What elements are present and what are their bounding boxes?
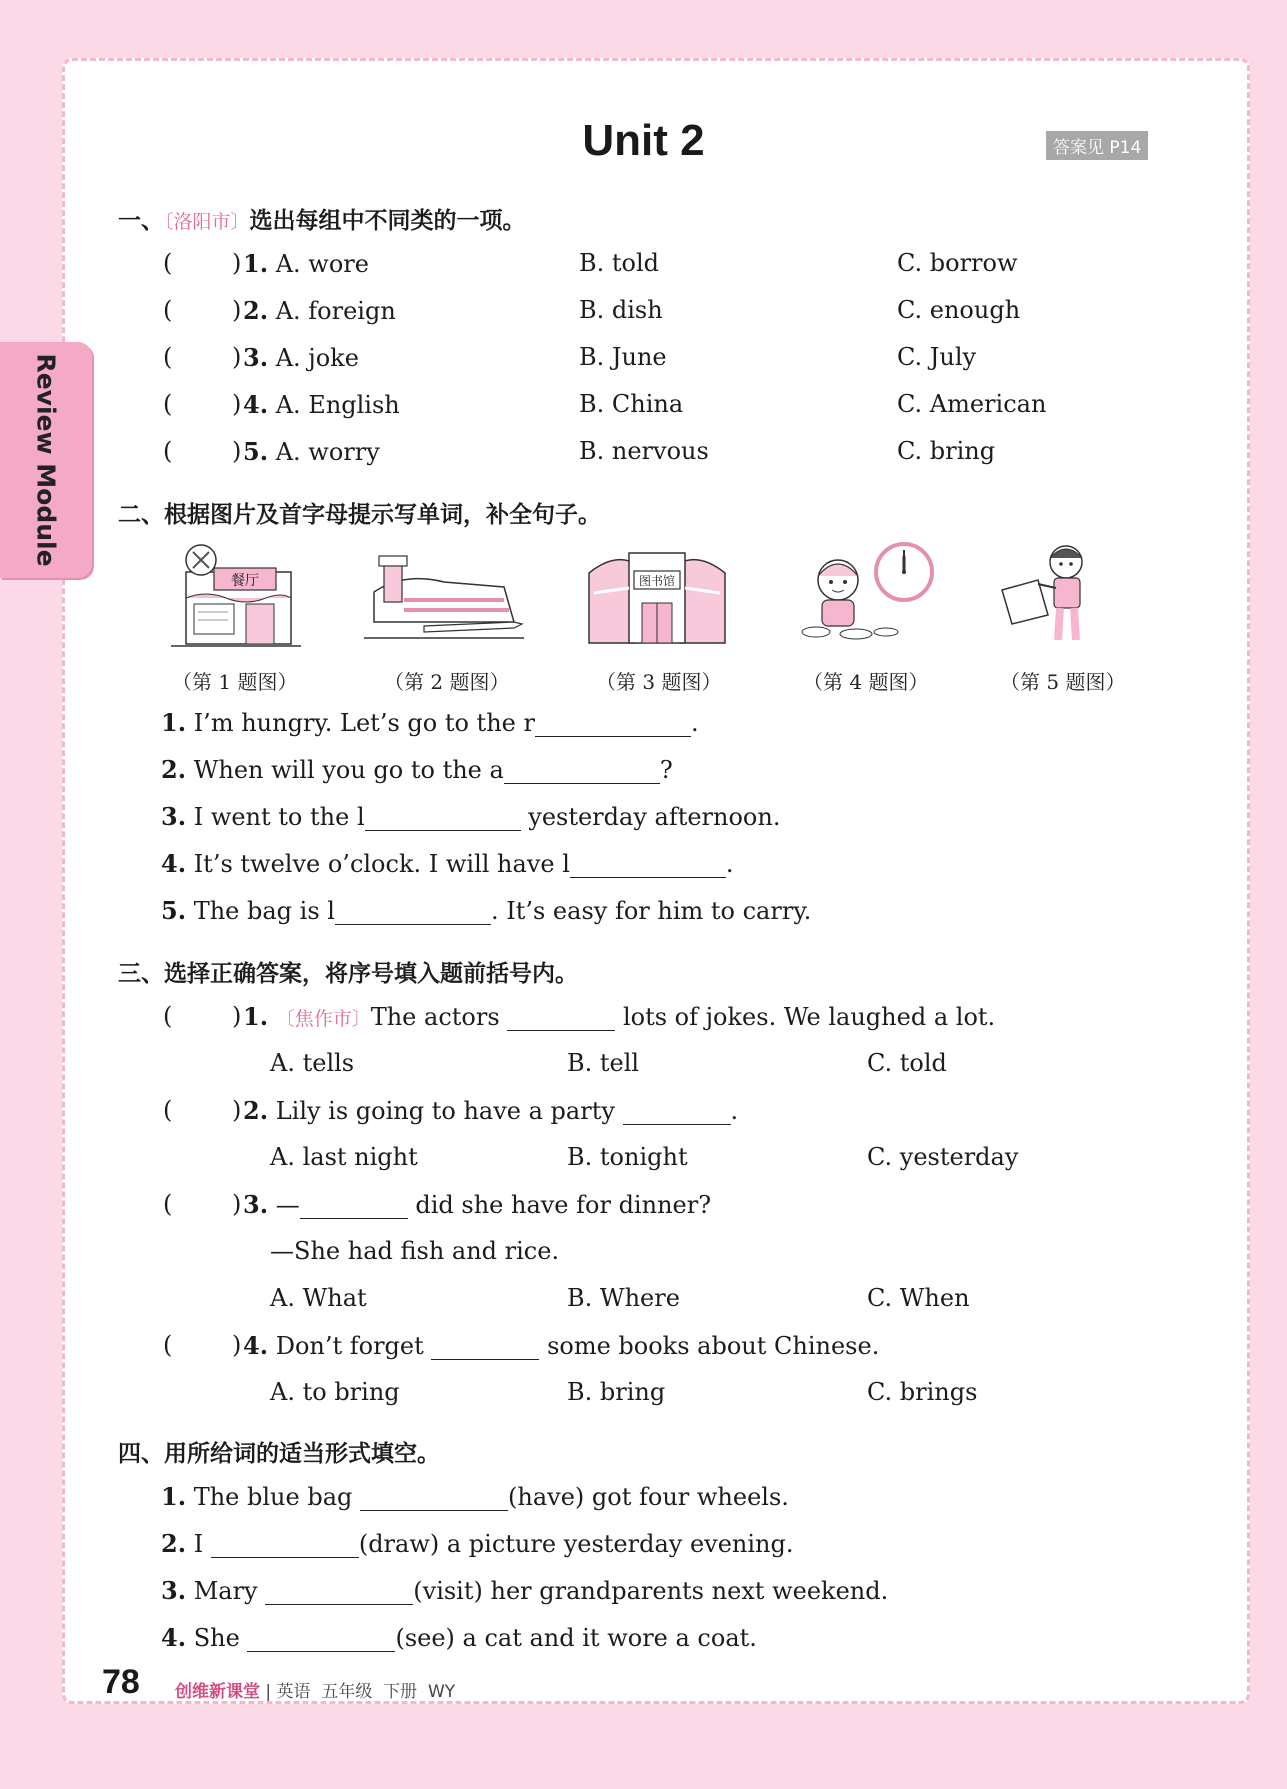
option-b: B. tonight [567, 1143, 688, 1171]
answer-blank[interactable] [300, 1196, 408, 1219]
answer-bracket-close: ) [232, 437, 242, 465]
question-text: I went to the l [193, 803, 365, 831]
fill-question [161, 708, 699, 737]
question-text-end: some books about Chinese. [547, 1332, 880, 1360]
answer-blank[interactable] [507, 1008, 615, 1031]
option-a: A. tells [270, 1049, 355, 1077]
library-icon [584, 543, 730, 649]
question-text-end: . [730, 1097, 739, 1125]
question-item [243, 343, 359, 372]
answer-bracket[interactable]: ( [163, 1331, 173, 1359]
answer-bracket-close: ) [232, 1190, 242, 1218]
restaurant-sign-text: 餐厅 [231, 573, 259, 589]
answer-blank[interactable] [535, 714, 691, 737]
option-b: B. bring [567, 1378, 666, 1406]
question-text-end: (see) a cat and it wore a coat. [395, 1624, 757, 1652]
choice-question [243, 1096, 738, 1125]
fill-question [161, 802, 780, 831]
answer-blank[interactable] [335, 902, 491, 925]
question-text: I’m hungry. Let’s go to the r [193, 709, 535, 737]
option-b: B. tell [567, 1049, 640, 1077]
picture-5-caption: （第 5 题图） [1000, 670, 1126, 694]
fill-question [161, 755, 673, 784]
answer-reference-badge: 答案见 P14 [1046, 131, 1148, 160]
page-title: Unit 2 [582, 116, 705, 165]
picture-3-caption: （第 3 题图） [596, 670, 722, 694]
answer-bracket-close: ) [232, 1096, 242, 1124]
option-c: C. When [867, 1284, 970, 1312]
option-b: B. China [579, 390, 684, 418]
question-number: 1. [243, 1002, 269, 1031]
answer-blank[interactable] [570, 855, 726, 878]
choice-question [243, 1002, 995, 1031]
question-number: 2. [243, 296, 269, 325]
option-a: A. foreign [275, 297, 396, 325]
question-number: 5. [243, 437, 269, 466]
answer-bracket[interactable]: ( [163, 249, 173, 277]
side-tab-label: Review Module [31, 353, 61, 567]
question-number: 3. [243, 1190, 269, 1219]
question-text-end: . It’s easy for him to carry. [490, 897, 812, 925]
question-number: 4. [243, 1331, 269, 1360]
answer-blank[interactable] [265, 1582, 413, 1605]
page-number: 78 [102, 1663, 140, 1701]
footer-brand: 创维新课堂 [175, 1682, 260, 1702]
option-a: A. What [270, 1284, 367, 1312]
answer-blank[interactable] [211, 1535, 359, 1558]
option-b: B. dish [579, 296, 663, 324]
answer-bracket-close: ) [232, 343, 242, 371]
option-c: C. enough [897, 296, 1021, 324]
question-text: The bag is l [193, 897, 335, 925]
fill-question [161, 896, 811, 925]
answer-blank[interactable] [360, 1488, 508, 1511]
option-b: B. told [579, 249, 660, 277]
answer-bracket-close: ) [232, 390, 242, 418]
girl-eating-clock-icon [796, 542, 936, 648]
question-text-end: (visit) her grandparents next weekend. [413, 1577, 889, 1605]
boy-carrying-bag-icon [998, 540, 1108, 648]
question-text: — [275, 1191, 300, 1219]
question-text-end: . [690, 709, 699, 737]
answer-bracket[interactable]: ( [163, 1190, 173, 1218]
side-tab [0, 342, 92, 578]
answer-bracket-close: ) [232, 1002, 242, 1030]
option-b: B. Where [567, 1284, 680, 1312]
footer-details: 英语 五年级 下册 WY [276, 1682, 456, 1702]
picture-2-caption: （第 2 题图） [384, 670, 510, 694]
answer-bracket-close: ) [232, 1331, 242, 1359]
option-a: A. English [275, 391, 400, 419]
answer-blank[interactable] [247, 1629, 395, 1652]
question-number: 3. [243, 343, 269, 372]
footer-info [175, 1677, 455, 1702]
question-text: Lily is going to have a party [275, 1097, 615, 1125]
fill-question [161, 1529, 794, 1558]
option-a: A. to bring [270, 1378, 400, 1406]
section-1-source: 〔洛阳市〕 [164, 211, 250, 233]
option-b: B. nervous [579, 437, 709, 465]
question-item [243, 437, 380, 466]
question-number: 2. [161, 755, 187, 784]
restaurant-icon [166, 542, 306, 652]
choice-question [243, 1331, 879, 1360]
question-number: 3. [161, 1576, 187, 1605]
answer-blank[interactable] [431, 1337, 539, 1360]
question-text-end: yesterday afternoon. [520, 803, 781, 831]
question-number: 1. [161, 708, 187, 737]
option-c: C. bring [897, 437, 996, 465]
question-number: 2. [161, 1529, 187, 1558]
question-text-end: (draw) a picture yesterday evening. [358, 1530, 794, 1558]
question-number: 4. [161, 849, 187, 878]
question-number: 3. [161, 802, 187, 831]
section-1-instruction: 选出每组中不同类的一项。 [249, 208, 526, 234]
fill-question [161, 1482, 789, 1511]
option-c: C. brings [867, 1378, 978, 1406]
answer-bracket[interactable]: ( [163, 1002, 173, 1030]
question-text: Mary [193, 1577, 258, 1605]
option-a: A. last night [270, 1143, 418, 1171]
answer-blank[interactable] [504, 761, 660, 784]
option-c: C. told [867, 1049, 947, 1077]
library-sign-text: 图书馆 [638, 574, 676, 588]
section-1-heading [118, 202, 526, 235]
question-number: 2. [243, 1096, 269, 1125]
question-item [243, 390, 400, 419]
airport-icon [364, 552, 524, 642]
question-text: When will you go to the a [193, 756, 504, 784]
answer-bracket[interactable]: ( [163, 390, 173, 418]
picture-4-caption: （第 4 题图） [803, 670, 929, 694]
option-a: A. joke [275, 344, 359, 372]
fill-question [161, 1623, 757, 1652]
question-number: 4. [161, 1623, 187, 1652]
question-item [243, 296, 396, 325]
answer-bracket[interactable]: ( [163, 296, 173, 324]
answer-bracket-close: ) [232, 296, 242, 324]
fill-question [161, 849, 734, 878]
question-source: 〔焦作市〕 [275, 1008, 371, 1030]
option-c: C. yesterday [867, 1143, 1019, 1171]
answer-bracket[interactable]: ( [163, 343, 173, 371]
question-text: Don’t forget [275, 1332, 424, 1360]
question-text: The blue bag [193, 1483, 353, 1511]
answer-blank[interactable] [365, 808, 521, 831]
option-a: A. worry [275, 438, 380, 466]
dialogue-response: —She had fish and rice. [270, 1237, 560, 1265]
option-a: A. wore [275, 250, 369, 278]
choice-question [243, 1190, 711, 1219]
question-text: It’s twelve o’clock. I will have l [193, 850, 570, 878]
answer-bracket[interactable]: ( [163, 437, 173, 465]
question-item [243, 249, 369, 278]
question-text-end: lots of jokes. We laughed a lot. [622, 1003, 996, 1031]
section-2-heading: 二、根据图片及首字母提示写单词，补全句子。 [118, 502, 601, 528]
question-text: The actors [370, 1003, 500, 1031]
question-number: 4. [243, 390, 269, 419]
question-text-end: ? [659, 756, 673, 784]
picture-1-caption: （第 1 题图） [172, 670, 298, 694]
section-3-heading: 三、选择正确答案，将序号填入题前括号内。 [118, 961, 578, 987]
answer-blank[interactable] [623, 1102, 731, 1125]
option-c: C. July [897, 343, 977, 371]
question-text: She [193, 1624, 240, 1652]
option-c: C. borrow [897, 249, 1018, 277]
section-1-number: 一、 [118, 208, 164, 234]
question-text: I [193, 1530, 204, 1558]
answer-bracket-close: ) [232, 249, 242, 277]
option-b: B. June [579, 343, 667, 371]
answer-bracket[interactable]: ( [163, 1096, 173, 1124]
section-4-heading: 四、用所给词的适当形式填空。 [118, 1441, 440, 1467]
question-text-end: did she have for dinner? [415, 1191, 712, 1219]
question-number: 5. [161, 896, 187, 925]
question-text-end: . [725, 850, 734, 878]
question-number: 1. [243, 249, 269, 278]
question-text-end: (have) got four wheels. [508, 1483, 789, 1511]
fill-question [161, 1576, 888, 1605]
question-number: 1. [161, 1482, 187, 1511]
footer-divider: | [265, 1682, 277, 1702]
option-c: C. American [897, 390, 1047, 418]
